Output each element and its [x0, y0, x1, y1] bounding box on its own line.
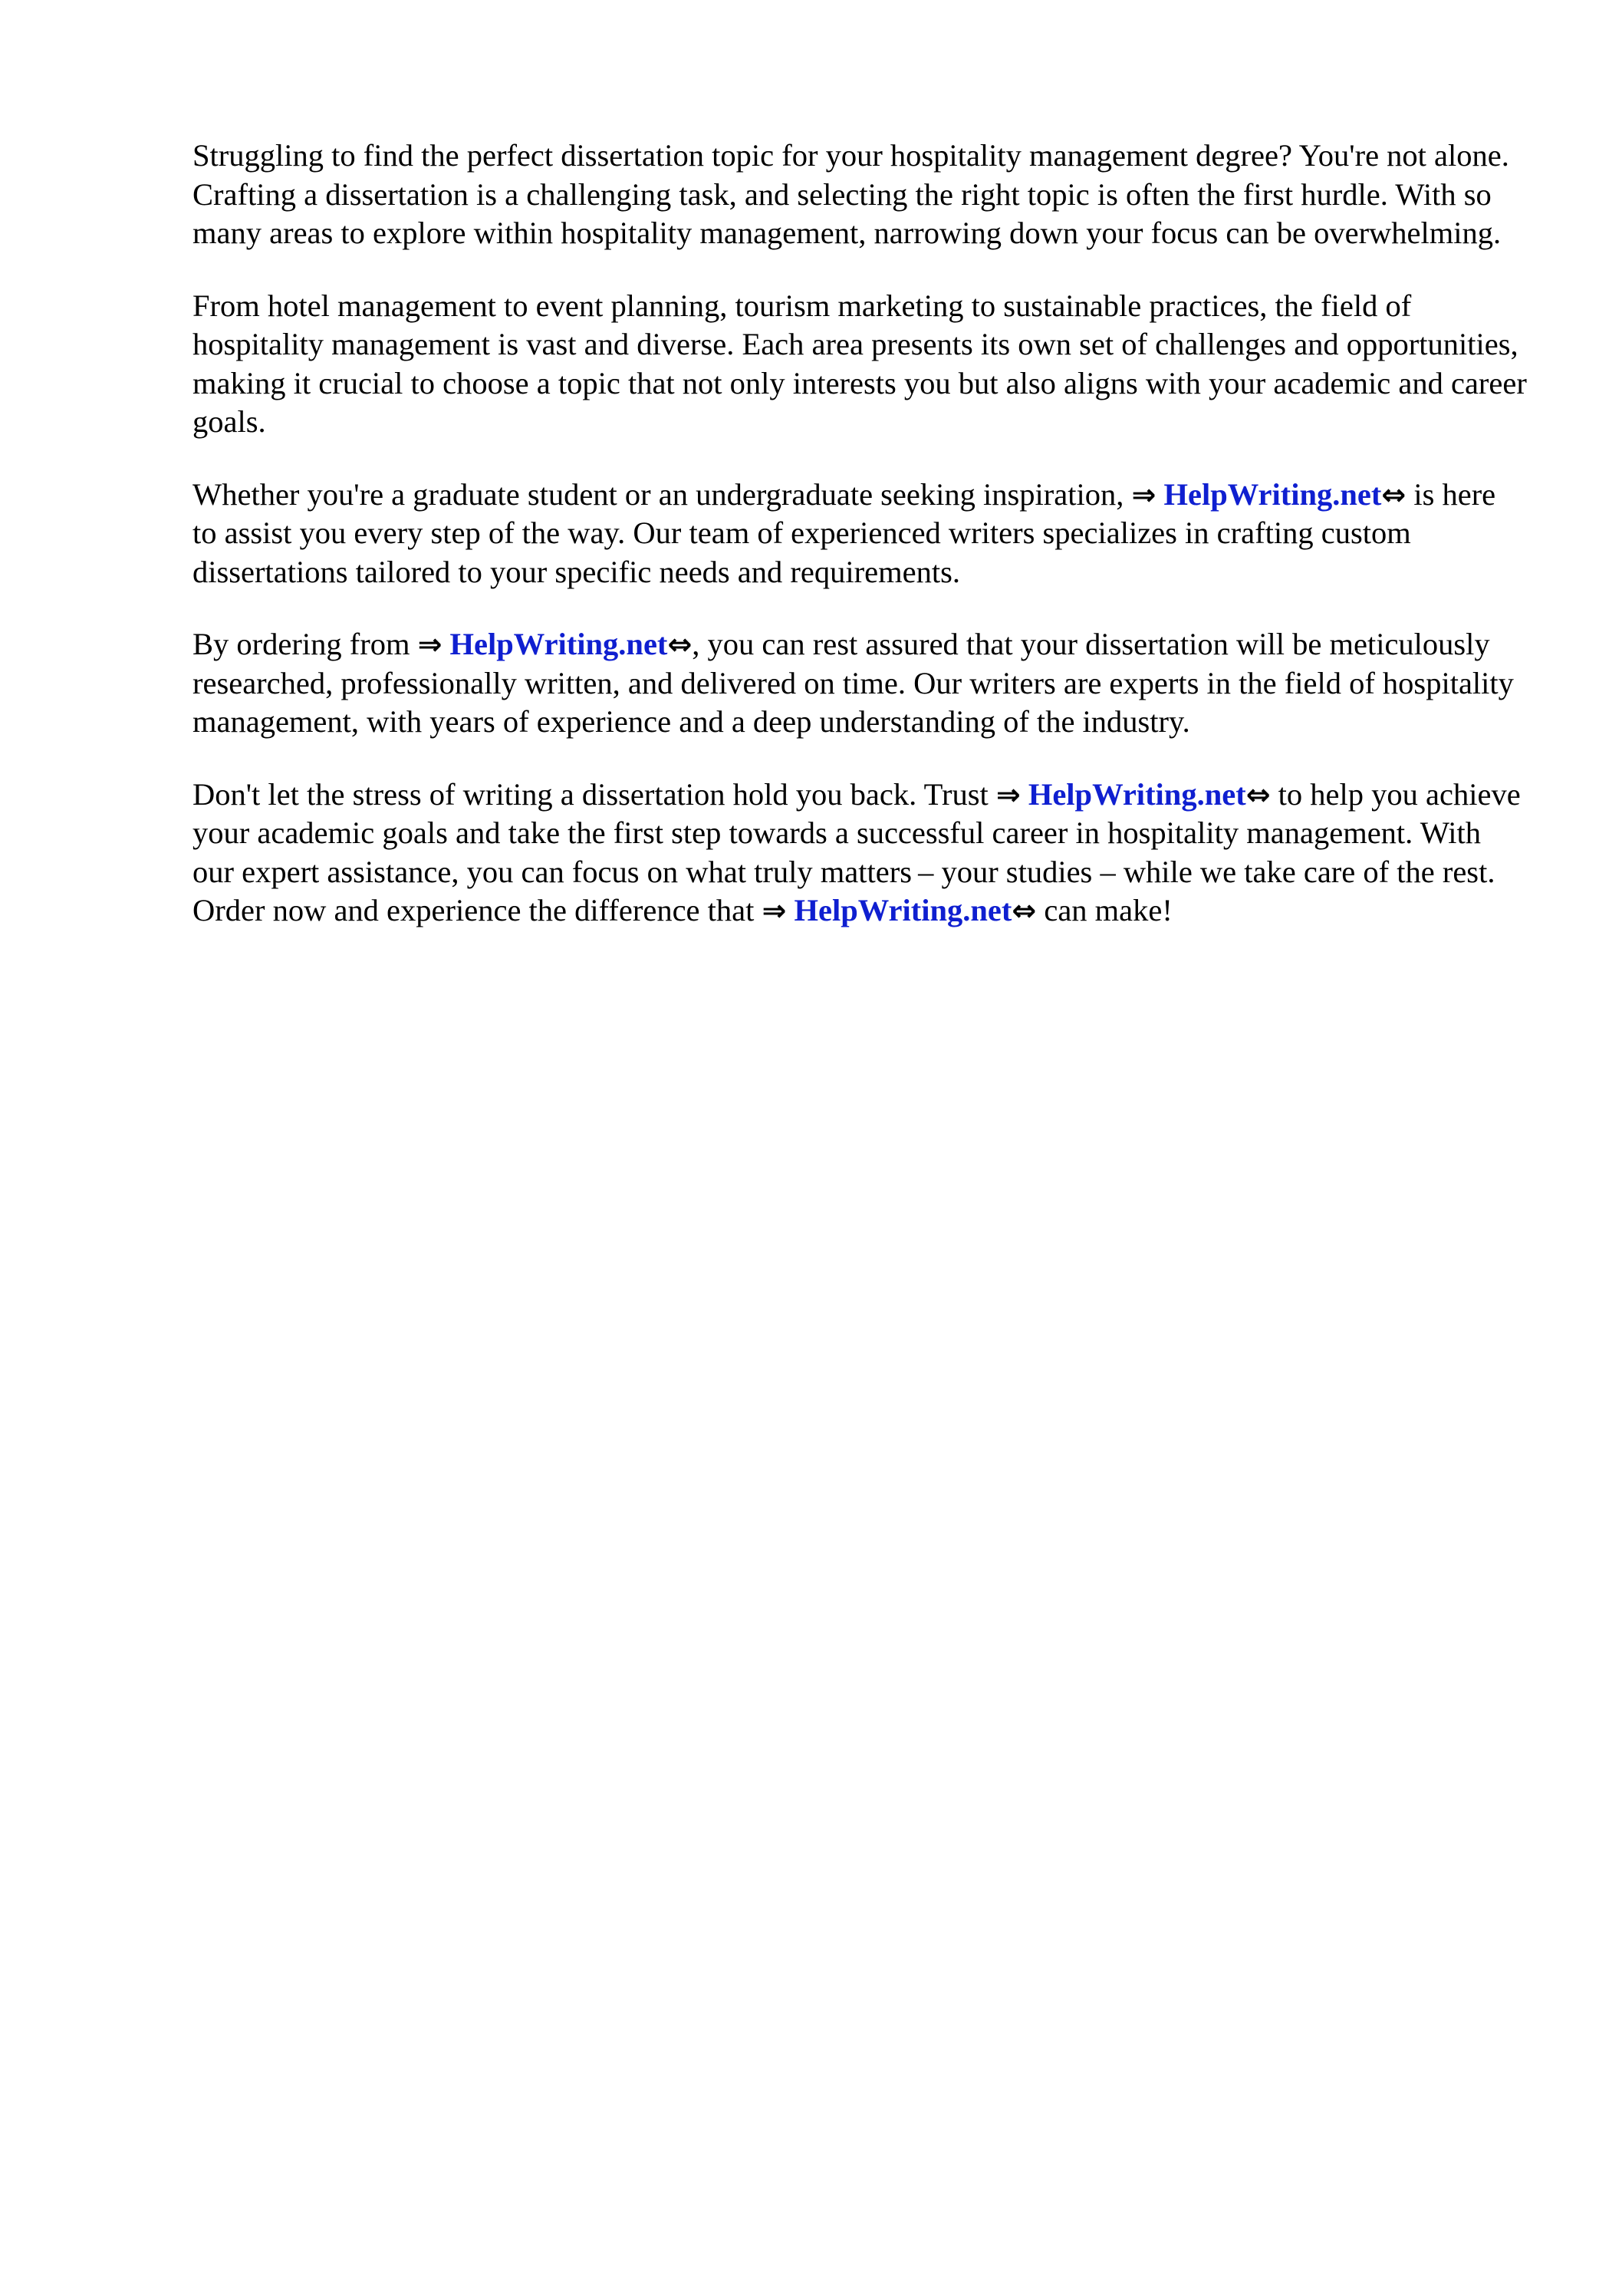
helpwriting-link[interactable]: HelpWriting.net [794, 893, 1012, 927]
paragraph-text: is here to assist you every step of the way. Our team of experienced writers specializes in crafting custom dissertations tailored to your specific needs and requirements. [192, 476, 1496, 589]
paragraph-field-overview: From hotel management to event planning, tourism marketing to sustainable practices, the field of hospitality management is vast and diverse. Each area presents its own set of challenges and opportunities, making it crucial to choose a topic that not only interests you but also aligns with your academic and career goals. [192, 288, 1527, 439]
arrow-both-icon: ⇔ [1245, 777, 1271, 812]
paragraph-intro: Struggling to find the perfect dissertation topic for your hospitality management degree? You're not alone. Crafting a dissertation is a challenging task, and selecting the right topic is often the first hurdle. With so many areas to explore within hospitality management, narrowing down your focus can be overwhelming. [192, 138, 1509, 250]
arrow-both-icon: ⇔ [1012, 894, 1037, 927]
arrow-right-icon: ⇒ [995, 777, 1021, 812]
arrow-both-icon: ⇔ [1381, 477, 1407, 512]
helpwriting-link[interactable]: HelpWriting.net [449, 627, 668, 661]
paragraph-service-intro [192, 476, 1527, 592]
helpwriting-link[interactable]: HelpWriting.net [1163, 476, 1382, 512]
paragraph-closing [192, 776, 1527, 931]
arrow-right-icon: ⇒ [417, 628, 443, 661]
paragraph-ordering [192, 625, 1527, 742]
arrow-right-icon: ⇒ [762, 894, 787, 927]
helpwriting-link[interactable]: HelpWriting.net [1028, 776, 1246, 812]
arrow-both-icon: ⇔ [667, 628, 693, 661]
arrow-right-icon: ⇒ [1131, 477, 1156, 512]
paragraph-text: to help you achieve your academic goals and take the first step towards a successful career in hospitality management. With our expert assistance, you can focus on what truly matters – your studies – while we take care of the rest. Order now and experience the difference that [192, 776, 1521, 927]
paragraph-text: By ordering from [192, 627, 418, 661]
paragraph-text: can make! [1036, 893, 1173, 927]
paragraph-text: , you can rest assured that your dissertation will be meticulously researched, professionally written, and delivered on time. Our writers are experts in the field of hospitality management, with years of experience and a deep understanding of the industry. [192, 627, 1514, 739]
paragraph-text: Don't let the stress of writing a dissertation hold you back. Trust [192, 776, 996, 812]
document-body [192, 137, 1527, 964]
paragraph-text: Whether you're a graduate student or an undergraduate seeking inspiration, [192, 476, 1132, 512]
